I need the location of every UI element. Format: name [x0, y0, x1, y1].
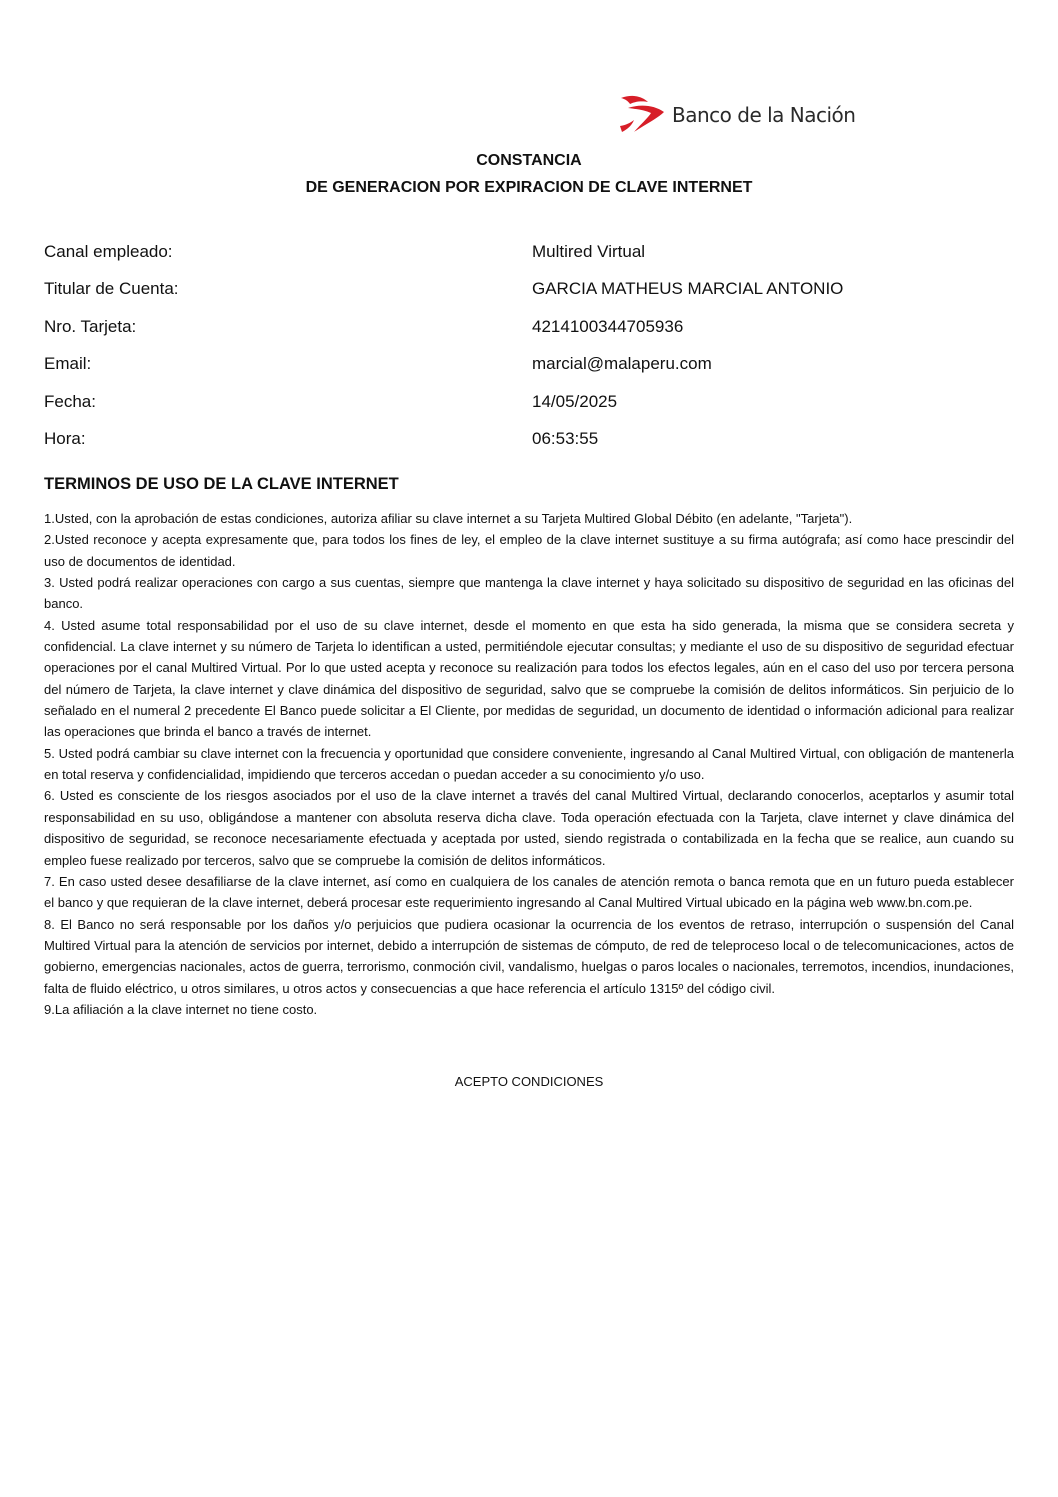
- field-label: Hora:: [44, 428, 86, 448]
- bank-logo-text: Banco de la Nación: [672, 103, 856, 127]
- field-row-fecha: [44, 392, 1014, 429]
- terms-item: 6. Usted es consciente de los riesgos asociados por el uso de la clave internet a través del canal Multired Virtual, declarando conocerlos, aceptarlos y asumir total responsabilidad en su uso, obligándose a mantener con absoluta reserva dicha clave. Toda operación efectuada con la Tarjeta, clave internet y clave dinámica del dispositivo de seguridad, se reconoce necesariamente efectuada y aceptada por usted, siendo registrada o contabilizada en la fecha que se realice, aun cuando su empleo fuese realizado por terceros, salvo que se compruebe la comisión de delitos informáticos.: [44, 788, 1014, 868]
- field-label: Canal empleado:: [44, 242, 173, 261]
- accept-conditions-text: ACEPTO CONDICIONES: [454, 1074, 604, 1089]
- field-row-hora: [44, 429, 1014, 466]
- field-row-email: [44, 354, 1014, 391]
- field-row-canal: [44, 242, 1014, 279]
- terms-item: 2.Usted reconoce y acepta expresamente que, para todos los fines de ley, el empleo de la clave internet sustituye a su firma autógrafa; así como hace prescindir del uso de documentos de identidad.: [44, 532, 1014, 569]
- field-value: 14/05/2025: [532, 391, 618, 411]
- field-value: marcial@malaperu.com: [532, 354, 712, 374]
- terms-item: 7. En caso usted desee desafiliarse de la clave internet, así como en cualquiera de los canales de atención remota o banca remota que en un futuro pueda establecer el banco y que requieran de la clave internet, deberá procesar este requerimiento ingresando al Canal Multired Virtual ubicado en la página web www.bn.com.pe.: [44, 873, 1014, 911]
- field-row-tarjeta: [44, 317, 1014, 354]
- field-label: Titular de Cuenta:: [44, 279, 179, 299]
- field-value: 06:53:55: [532, 428, 599, 448]
- field-label: Nro. Tarjeta:: [44, 316, 137, 336]
- document-title: CONSTANCIA: [476, 152, 582, 169]
- terms-heading: TERMINOS DE USO DE LA CLAVE INTERNET: [44, 475, 399, 493]
- field-value: GARCIA MATHEUS MARCIAL ANTONIO: [532, 279, 844, 299]
- terms-item: 3. Usted podrá realizar operaciones con cargo a sus cuentas, siempre que mantenga la clave internet y haya solicitado su dispositivo de seguridad en las oficinas del banco.: [44, 575, 1014, 612]
- bank-logo: [618, 92, 878, 136]
- bank-logo-mark-icon: [618, 92, 670, 136]
- field-value: 4214100344705936: [532, 316, 684, 336]
- account-details: [44, 242, 1014, 466]
- document-subtitle: DE GENERACION POR EXPIRACION DE CLAVE INTERNET: [305, 179, 753, 196]
- terms-item: 1.Usted, con la aprobación de estas condiciones, autoriza afiliar su clave internet a su Tarjeta Multired Global Débito (en adelante, "Tarjeta").: [44, 511, 853, 526]
- field-label: Email:: [44, 354, 92, 374]
- field-row-titular: [44, 279, 1014, 316]
- field-label: Fecha:: [44, 391, 96, 411]
- terms-item: 4. Usted asume total responsabilidad por el uso de su clave internet, desde el momento en que esta ha sido generada, la misma que se considera secreta y confidencial. La clave internet y su número de Tarjeta lo identifican a usted, permitiéndole ejecutar consultas; y mediante el uso de su dispositivo de seguridad efectuar operaciones por el canal Multired Virtual. Por lo que usted acepta y reconoce su realización para todos los efectos legales, aún en el caso del uso por tercera persona del número de Tarjeta, la clave internet y clave dinámica del dispositivo de seguridad, salvo que se compruebe la comisión de delitos informáticos. Sin perjuicio de lo señalado en el numeral 2 precedente El Banco puede solicitar a El Cliente, por medidas de seguridad, un documento de identidad o información adicional para realizar las operaciones que brinda el banco a través de internet.: [44, 617, 1014, 740]
- terms-list: [44, 508, 1014, 1020]
- field-value: Multired Virtual: [532, 242, 646, 261]
- terms-item: 5. Usted podrá cambiar su clave internet con la frecuencia y oportunidad que considere conveniente, ingresando al Canal Multired Virtual, con obligación de mantenerla en total reserva y confidencialidad, impidiendo que terceros accedan o puedan acceder a su conocimiento y/o uso.: [44, 745, 1014, 783]
- terms-item: 9.La afiliación a la clave internet no tiene costo.: [44, 1001, 318, 1017]
- terms-item: 8. El Banco no será responsable por los daños y/o perjuicios que pudiera ocasionar la ocurrencia de los eventos de retraso, interrupción o suspensión del Canal Multired Virtual para la atención de servicios por internet, debido a interrupción de sistemas de cómputo, de red de teleproceso local o de telecomunicaciones, actos de gobierno, emergencias nacionales, actos de guerra, terrorismo, conmoción civil, vandalismo, huelgas o paros locales o nacionales, terremotos, incendios, inundaciones, falta de fluido eléctrico, u otros similares, u otros actos y consecuencias a que hace referencia el artículo 1315º del código civil.: [44, 916, 1014, 996]
